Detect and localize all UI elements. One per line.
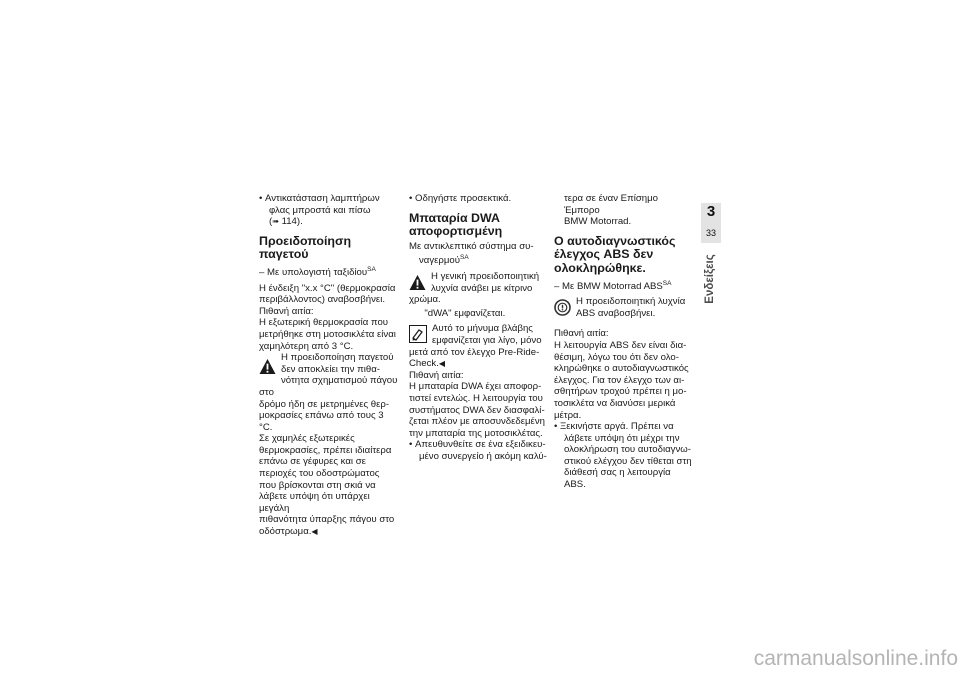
abs-warning-icon [554,299,571,316]
abs-lamp-note: Η προειδοποιητική λυχνία ABS αναβοσβήνει. [554,296,694,319]
equipment-note: ναγερμού$^{SA}$ [419,254,469,267]
list-item-continuation: φλας μπροστά και πίσω [269,204,371,216]
dwa-battery-heading: Μπαταρία DWA αποφορτισμένη [409,210,503,239]
cause-line: χαμηλότερη από 3 °C. [259,340,354,352]
list-item-continuation: μένο συνεργείο ή ακόμη καλύ- [419,450,547,462]
abs-selfdiagnosis-heading: Ο αυτοδιαγνωστικός έλεγχος ABS δεν ολοκληρώθηκε. [554,233,676,275]
chapter-number: 3 [706,203,716,220]
list-item-continuation: στικού ελέγχου δεν τίθεται στη [564,455,692,467]
cause-line: μετρήθηκε στη μοτοσικλέτα είναι [259,328,396,340]
cause-line: Η μπαταρία DWA έχει αποφορ- [409,381,542,393]
page-reference[interactable]: (➠ 114). [269,216,303,228]
display-line: περιβάλλοντος) αναβοσβήνει. [259,294,385,306]
text-column-right [554,193,694,491]
warning-triangle-icon [259,358,276,375]
cause-line: Η εξωτερική θερμοκρασία που [259,317,389,329]
equipment-note: – Με υπολογιστή ταξιδίου$^{SA}$ [259,265,376,278]
list-item: • Αντικατάσταση λαμπτήρων [259,193,380,204]
cause-line: τοσικλέτα να διανύσει μερικά [554,397,676,409]
cause-label: Πιθανή αιτία: [409,369,464,381]
cause-line: σθητήρων τροχού πρέπει η μο- [554,386,687,398]
general-warning-note: Η γενική προειδοποιητική λυχνία ανάβει με κίτρινο χρώμα. [409,270,540,306]
list-item-continuation: διάθεσή σας η λειτουργία ABS. [564,467,671,491]
section-label: Ενδείξεις [704,254,716,304]
list-item: • Απευθυνθείτε σε ένα εξειδικευ- [409,439,546,451]
cause-line: ζεται πλέον με αποσυνδεδεμένη [409,416,545,428]
warning-triangle-icon [409,274,426,291]
cause-line: κληρώθηκε ο αυτοδιαγνωστικός [554,363,689,375]
display-message: "dWA" εμφανίζεται. [424,307,506,319]
cause-line: συστήματος DWA δεν διασφαλί- [409,404,545,416]
list-item-continuation: λάβετε υπόψη ότι μέχρι την [564,432,680,444]
cause-line: θέσιμη, λόγω του ότι δεν ολο- [554,351,679,363]
display-line: Η ένδειξη "x.x °C" (θερμοκρασία [259,282,396,294]
equipment-note: Με αντικλεπτικό σύστημα συ- [409,240,534,252]
list-item-continuation: BMW Motorrad. [564,216,632,228]
arrow-right-icon: ➠ [272,217,279,227]
list-item-continuation: ολοκλήρωση του αυτοδιαγνω- [564,444,691,456]
equipment-note: – Με BMW Motorrad $ABS^{SA}$ [554,279,672,292]
text-column-middle [409,193,549,462]
list-item-continuation: τερα σε έναν Επίσημο Έμπορο [564,193,658,216]
list-item: • Ξεκινήστε αργά. Πρέπει να [554,421,674,433]
end-mark-icon: ◀ [311,527,318,537]
ice-warning-heading: Προειδοποίηση παγετού [259,233,352,262]
ice-warning-note: Η προειδοποίηση παγετού δεν αποκλείει την πιθα- νότητα σχηματισμού πάγου στο δρόμο ήδη σε μετρημένες θερ- μοκρασίες επάνω από τους 3 °C. Σε χαμηλές εξωτερικές θερμοκρασίες, πρέπει ιδιαίτερα επάνω σε γέφυρες και σε περιοχές του οδοστρώματος που βρίσκονται στη σκιά να λάβετε υπόψη ότι υπάρχει μεγάλη πιθανότητα ύπαρξης πάγου στο οδόστρωμα.◀ [259,352,398,538]
text-column-left [259,193,399,538]
cause-line: την μπαταρία της μοτοσικλέτας. [409,427,543,439]
page-number: 33 [705,228,716,238]
info-note-icon [409,325,427,343]
cause-line: τιστεί εντελώς. Η λειτουργία του [409,392,543,404]
watermark: carmanualsonline.info [753,647,958,670]
cause-line: Η λειτουργία ABS δεν είναι δια- [554,339,687,351]
cause-label: Πιθανή αιτία: [259,305,314,317]
end-mark-icon: ◀ [438,359,446,369]
list-item: • Οδηγήστε προσεκτικά. [409,193,512,204]
cause-line: έλεγχος. Για τον έλεγχο των αι- [554,374,685,386]
cause-label: Πιθανή αιτία: [554,328,609,340]
info-note: Αυτό το μήνυμα βλάβης εμφανίζεται για λίγο, μόνο μετά από τον έλεγχο Pre-Ride- Check.◀ [409,323,542,370]
cause-line: μέτρα. [554,409,582,421]
